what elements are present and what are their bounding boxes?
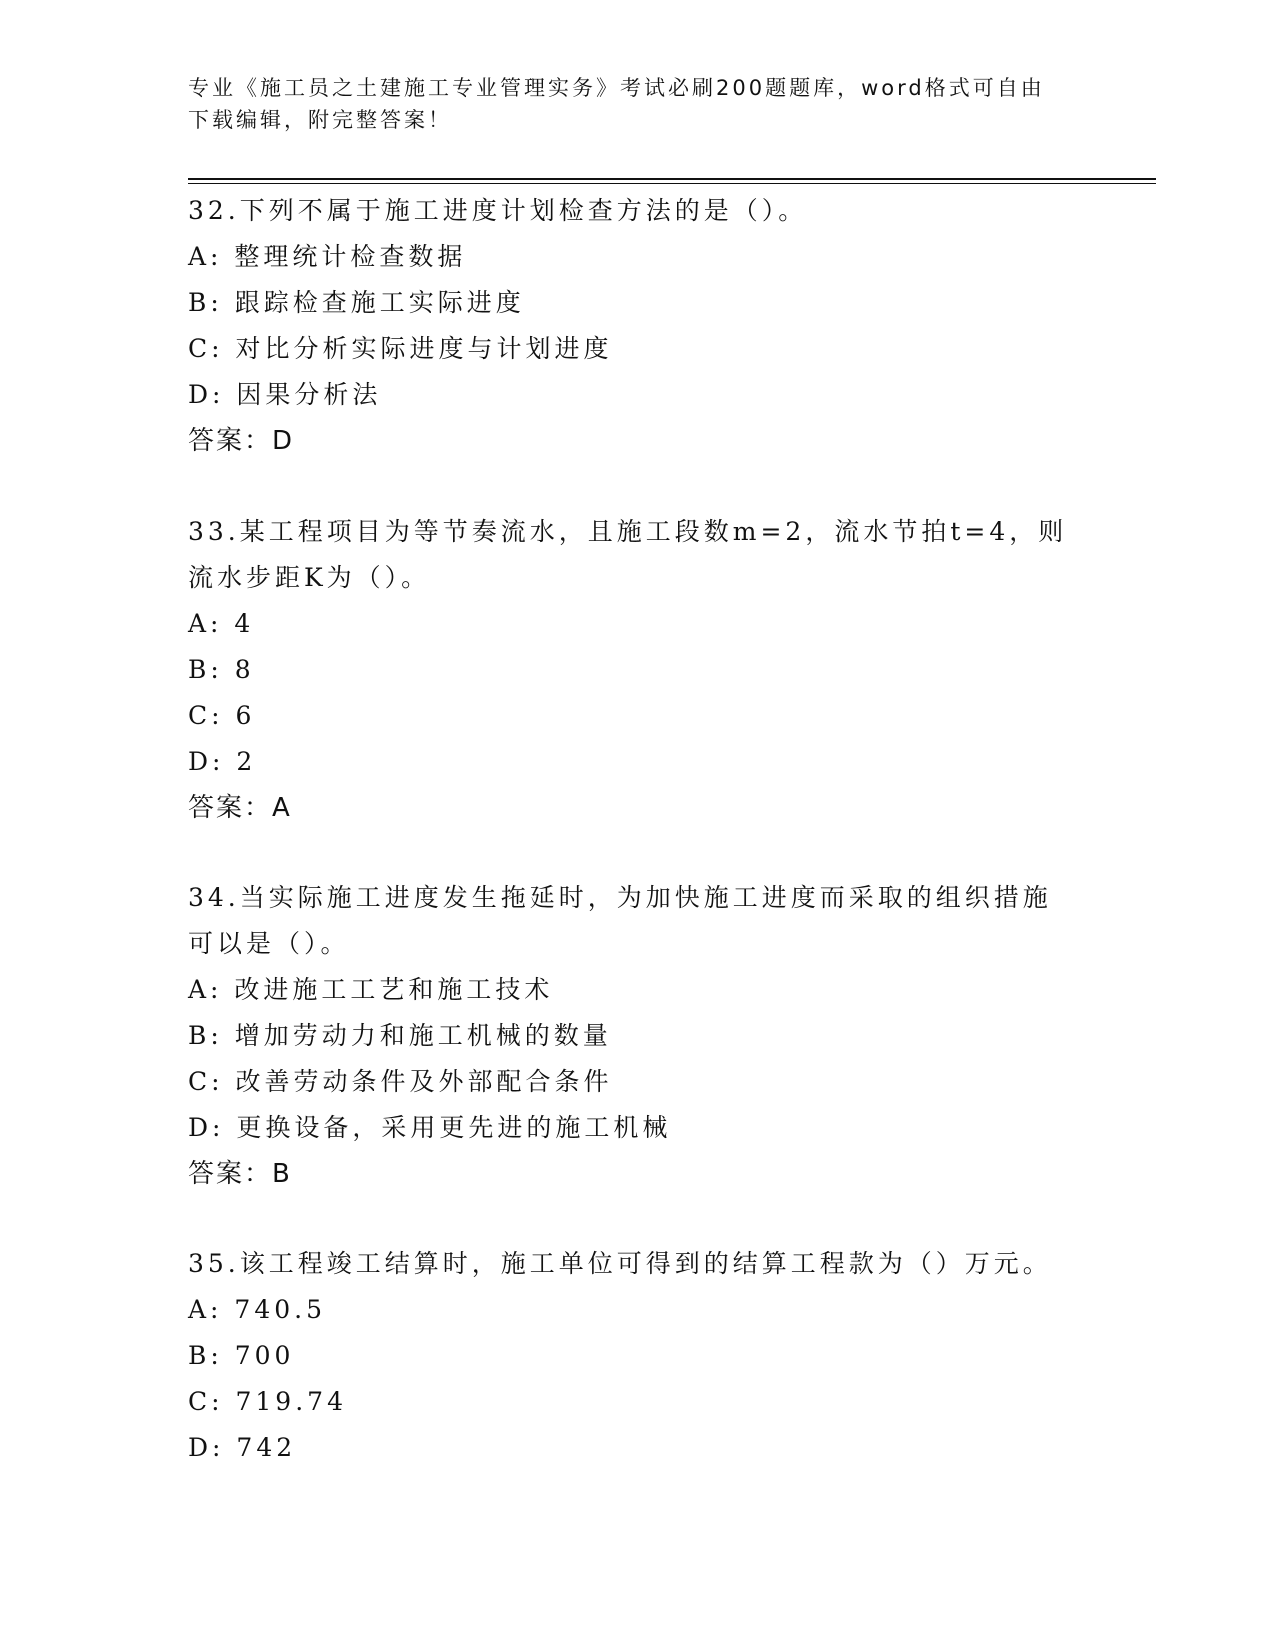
answer-line: 答案：B <box>188 1159 292 1189</box>
option-d: D: 更换设备，采用更先进的施工机械 <box>188 1113 672 1142</box>
option-a: A: 740.5 <box>188 1295 326 1324</box>
document-header <box>188 72 1088 136</box>
header-divider-thin <box>188 183 1156 184</box>
option-b: B: 增加劳动力和施工机械的数量 <box>188 1021 612 1050</box>
option-c: C: 改善劳动条件及外部配合条件 <box>188 1067 613 1096</box>
header-line-1: 专业《施工员之土建施工专业管理实务》考试必刷200题题库，word格式可自由 <box>188 76 1045 100</box>
question-32 <box>188 188 1068 464</box>
option-a: A: 4 <box>188 609 255 638</box>
question-stem: 32.下列不属于施工进度计划检查方法的是（）。 <box>188 196 808 225</box>
answer-line: 答案：D <box>188 426 295 456</box>
question-stem: 33.某工程项目为等节奏流水，且施工段数m=2，流水节拍t=4，则流水步距K为（）。 <box>188 517 1068 592</box>
option-a: A: 改进施工工艺和施工技术 <box>188 975 554 1004</box>
answer-line: 答案：A <box>188 793 292 823</box>
option-a: A: 整理统计检查数据 <box>188 242 467 271</box>
option-b: B: 8 <box>188 655 255 684</box>
option-d: D: 因果分析法 <box>188 380 382 409</box>
question-33 <box>188 509 1068 831</box>
option-b: B: 跟踪检查施工实际进度 <box>188 288 525 317</box>
option-b: B: 700 <box>188 1341 295 1370</box>
header-divider-thick <box>188 178 1156 180</box>
option-d: D: 742 <box>188 1433 297 1462</box>
question-stem: 34.当实际施工进度发生拖延时，为加快施工进度而采取的组织措施可以是（）。 <box>188 883 1052 958</box>
question-34 <box>188 875 1068 1197</box>
option-c: C: 6 <box>188 701 256 730</box>
option-c: C: 对比分析实际进度与计划进度 <box>188 334 613 363</box>
header-line-2: 下载编辑，附完整答案！ <box>188 108 452 132</box>
question-stem: 35.该工程竣工结算时，施工单位可得到的结算工程款为（）万元。 <box>188 1249 1052 1278</box>
option-c: C: 719.74 <box>188 1387 347 1416</box>
question-35 <box>188 1241 1068 1471</box>
option-d: D: 2 <box>188 747 257 776</box>
